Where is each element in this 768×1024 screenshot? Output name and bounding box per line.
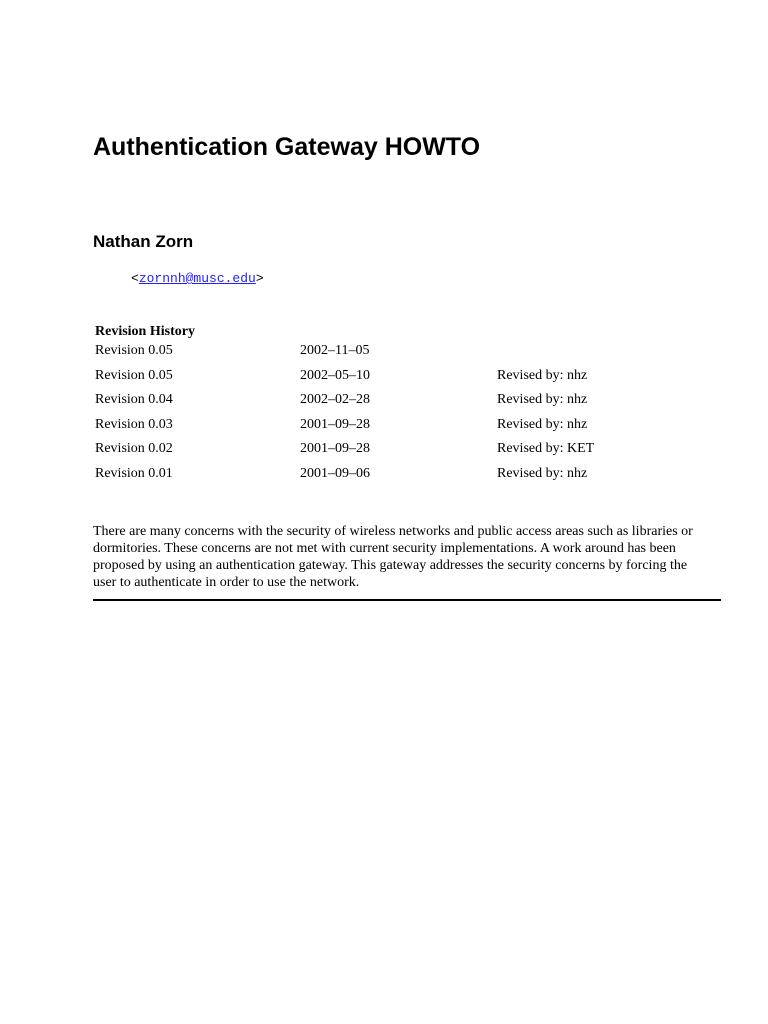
revision-history-table — [95, 342, 715, 489]
revision-row — [95, 440, 715, 465]
author-email-line — [131, 270, 264, 288]
email-close-bracket: > — [255, 271, 264, 286]
revision-number: Revision 0.05 — [95, 343, 173, 358]
revision-number: Revision 0.02 — [95, 441, 173, 456]
revision-history-heading: Revision History — [95, 324, 195, 339]
revision-date: 2002–11–05 — [300, 343, 370, 358]
revision-author: Revised by: KET — [497, 441, 595, 456]
revision-date: 2001–09–06 — [300, 465, 370, 481]
author-name: Nathan Zorn — [93, 232, 194, 251]
revision-row — [95, 342, 715, 367]
document-title: Authentication Gateway HOWTO — [93, 133, 481, 161]
horizontal-rule — [93, 599, 721, 601]
revision-row — [95, 367, 715, 392]
email-open-bracket: < — [131, 271, 139, 286]
abstract-paragraph: There are many concerns with the security of wireless networks and public access areas such as libraries or dormitories. These concerns are not met with current security implementations. A work around has been proposed by using an authentication gateway. This gateway addresses the security concerns by forcing the user to authenticate in order to use the network. — [93, 524, 693, 590]
revision-number: Revision 0.01 — [95, 465, 173, 481]
revision-number: Revision 0.04 — [95, 392, 173, 407]
author-email-link[interactable]: zornnh@musc.edu — [138, 271, 256, 286]
revision-number: Revision 0.03 — [95, 416, 173, 432]
revision-date: 2002–02–28 — [300, 392, 370, 407]
revision-row — [95, 416, 715, 441]
revision-date: 2001–09–28 — [300, 416, 370, 432]
revision-author: Revised by: nhz — [497, 392, 588, 407]
revision-author: Revised by: nhz — [497, 465, 588, 481]
revision-row — [95, 465, 715, 490]
revision-row — [95, 391, 715, 416]
revision-number: Revision 0.05 — [95, 367, 173, 383]
revision-author: Revised by: nhz — [497, 416, 588, 432]
revision-date: 2002–05–10 — [300, 367, 370, 383]
revision-date: 2001–09–28 — [300, 441, 370, 456]
revision-author: Revised by: nhz — [497, 367, 588, 383]
